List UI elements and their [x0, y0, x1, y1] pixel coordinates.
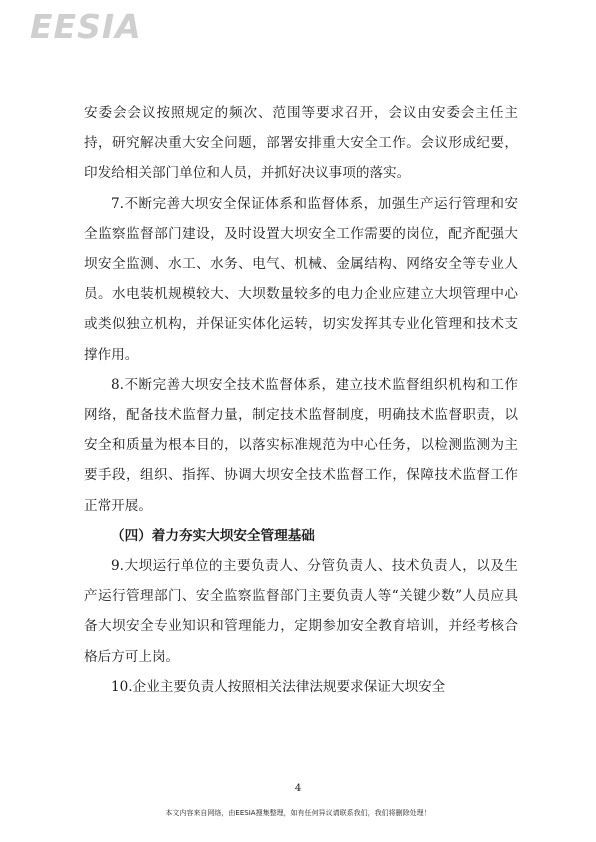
paragraph-continued: 安委会会议按照规定的频次、范围等要求召开，会议由安委会主任主持，研究解决重大安全问题，部署安排重大安全工作。会议形成纪要，印发给相关部门单位和人员，并抓好决议事项的落实。 — [84, 105, 518, 182]
document-body — [84, 98, 518, 702]
paragraph-item-9: 9.大坝运行单位的主要负责人、分管负责人、技术负责人，以及生产运行管理部门、安全监察监督部门主要负责人等“关键少数”人员应具备大坝安全专业知识和管理能力，定期参加安全教育培训，并经考核合格后方可上岗。 — [84, 558, 518, 665]
page-number: 4 — [294, 783, 302, 794]
footer-disclaimer: 本文内容来自网络，由EESIA搜集整理，如有任何异议请联系我们，我们将删除处理！ — [165, 809, 431, 817]
section-heading-4: （四）着力夯实大坝安全管理基础 — [111, 527, 315, 544]
paragraph-item-8: 8.不断完善大坝安全技术监督体系，建立技术监督组织机构和工作网络，配备技术监督力量，制定技术监督制度，明确技术监督职责，以安全和质量为根本目的，以落实标准规范为中心任务，以检测监测为主要手段，组织、指挥、协调大坝安全技术监督工作，保障技术监督工作正常开展。 — [84, 376, 518, 514]
eesia-logo: EESIA — [30, 7, 142, 46]
paragraph-item-7: 7.不断完善大坝安全保证体系和监督体系，加强生产运行管理和安全监察监督部门建设，及时设置大坝安全工作需要的岗位，配齐配强大坝安全监测、水工、水务、电气、机械、金属结构、网络安全等专业人员。水电装机规模较大、大坝数量较多的电力企业应建立大坝管理中心或类似独立机构，并保证实体化运转，切实发挥其专业化管理和技术支撑作用。 — [84, 195, 518, 363]
paragraph-item-10: 10.企业主要负责人按照相关法律法规要求保证大坝安全 — [111, 678, 446, 695]
